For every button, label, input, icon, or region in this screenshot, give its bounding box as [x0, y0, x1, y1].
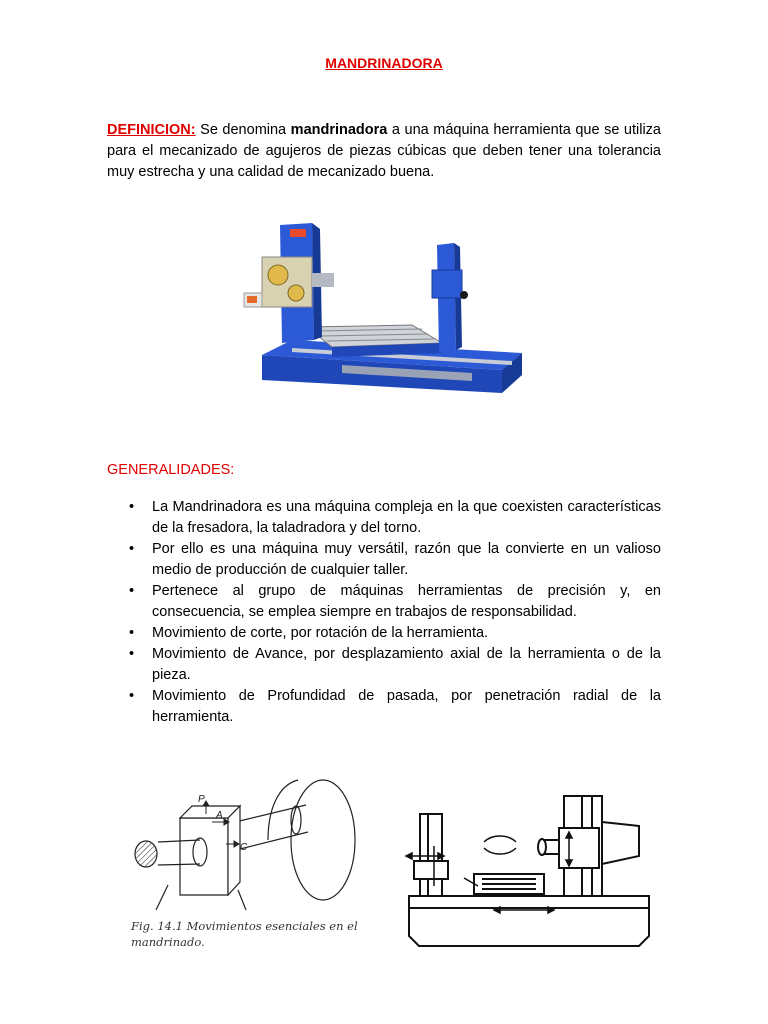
definition-paragraph — [107, 120, 661, 183]
boring-machine-photo — [232, 215, 534, 410]
caption-line-1: Fig. 14.1 Movimientos esenciales en el — [131, 919, 358, 933]
bullet-icon: • — [129, 625, 135, 641]
boring-machine-schematic — [404, 786, 656, 956]
list-item: • Movimiento de Profundidad de pasada, por penetración radial de la herramienta. — [129, 688, 661, 725]
definition-bold-word: mandrinadora — [290, 122, 388, 138]
bullet-icon: • — [129, 499, 135, 515]
bullet-icon: • — [129, 646, 135, 662]
list-item: • Pertenece al grupo de máquinas herramientas de precisión y, en consecuencia, se emplea siempre en trabajos de responsabilidad. — [129, 583, 661, 620]
list-item: • Movimiento de corte, por rotación de la herramienta. — [107, 623, 661, 644]
definition-text-after: a una máquina herramienta que se utiliza para el mecanizado de agujeros de piezas cúbicas que deben tener una tolerancia muy estrecha y una calidad de mecanizado buena. — [107, 122, 661, 180]
bullet-icon: • — [129, 541, 135, 557]
page-title: MANDRINADORA — [325, 55, 443, 71]
label-p: P — [198, 794, 205, 805]
bullet-icon: • — [129, 583, 135, 599]
label-a: A — [216, 810, 223, 821]
boring-movements-diagram — [128, 770, 368, 915]
list-item: • Movimiento de Avance, por desplazamiento axial de la herramienta o de la pieza. — [129, 646, 661, 683]
figure-caption — [131, 918, 358, 950]
list-item: • La Mandrinadora es una máquina compleja en la que coexisten características de la fresadora, la taladradora y del torno. — [129, 499, 661, 536]
generalidades-list — [107, 497, 661, 728]
caption-line-2: mandrinado. — [131, 935, 205, 949]
list-item: • Por ello es una máquina muy versátil, razón que la convierte en un valioso medio de producción de cualquier taller. — [129, 541, 661, 578]
definition-text-before: Se denomina — [195, 122, 291, 138]
label-c: C — [240, 842, 248, 853]
definition-label: DEFINICION: — [107, 122, 196, 138]
section-heading-generalidades: GENERALIDADES: — [107, 462, 235, 478]
bullet-icon: • — [129, 688, 135, 704]
